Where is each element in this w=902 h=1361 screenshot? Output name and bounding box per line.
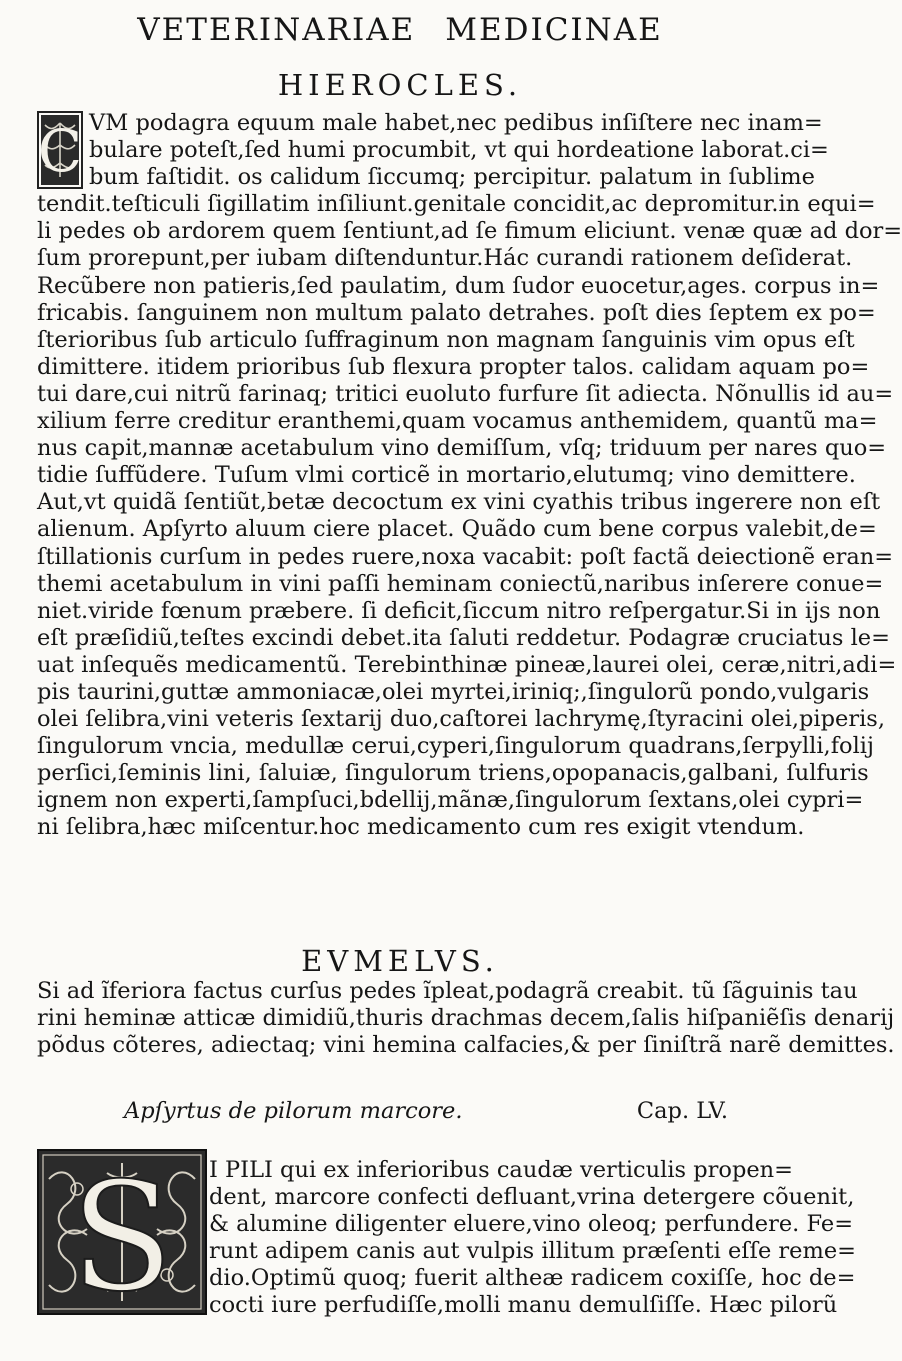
text-line: tidie ſuffũdere. Tuſum vlmi corticẽ in mortario,elutumq; vino demittere. [37, 462, 856, 489]
drop-cap-c-letter: C [37, 117, 83, 185]
text-line: alienum. Apſyrto aluum ciere placet. Quãdo cum bene corpus valebit,de= [37, 516, 877, 543]
text-line: dent, marcore confecti defluant,vrina detergere cõuenit, [209, 1184, 855, 1211]
drop-cap-s-letter: S [70, 1151, 174, 1325]
text-hierocles [37, 110, 902, 842]
section-heading-eumelus: EVMELVS. [301, 944, 499, 978]
text-line: uat inſequẽs medicamentũ. Terebinthinæ pineæ,laurei olei, ceræ,nitri,adi= [37, 651, 897, 678]
text-line: VM podagra equum male habet,nec pedibus inſiſtere nec inam= [89, 110, 823, 136]
text-line: dimittere. itidem prioribus ſub flexura propter talos. calidam aquam po= [37, 353, 870, 380]
text-line: ni ſelibra,hæc miſcentur.hoc medicamento cum res exigit vtendum. [37, 814, 805, 841]
text-line: runt adipem canis aut vulpis illitum præſenti eſſe reme= [209, 1238, 856, 1265]
text-line: xilium ferre creditur eranthemi,quam vocamus anthemidem, quantũ ma= [37, 408, 878, 435]
text-line: ſingulorum vncia, medullæ cerui,cyperi,ſingulorum quadrans,ſerpylli,folij [37, 733, 874, 760]
chapter-number: Cap. LV. [636, 1098, 728, 1124]
text-line: ſtillationis curſum in pedes ruere,noxa vacabit: poſt factã deiectionẽ eran= [37, 543, 894, 570]
text-line: eſt præſidiũ,teſtes excindi debet.ita ſaluti reddetur. Podagræ cruciatus le= [37, 624, 890, 651]
text-line: ignem non experti,ſampſuci,bdellij,mãnæ,ſingulorum ſextans,olei cypri= [37, 787, 864, 814]
text-line: perſici,ſeminis lini, ſaluiæ, ſingulorum triens,opopanacis,galbani, ſulfuris [37, 760, 869, 787]
text-apsyrtus [37, 1157, 856, 1320]
text-line: li pedes ob ardorem quem ſentiunt,ad ſe fimum eliciunt. venæ quæ ad dor= [37, 218, 902, 245]
text-eumelus [37, 978, 895, 1059]
text-line: põdus cõteres, adiectaq; vini hemina calfacies,& per ſiniſtrã narẽ demittes. [37, 1032, 895, 1059]
text-line: niet.viride fœnum præbere. ſi deficit,ſiccum nitro reſpergatur.Si in ijs non [37, 597, 881, 624]
text-line: ſterioribus ſub articulo ſuffraginum non magnam ſanguinis vim opus eſt [37, 326, 855, 353]
text-line: themi acetabulum in vini paſſi heminam coniectũ,naribus inſerere conue= [37, 570, 884, 597]
running-head-right: MEDICINAE [445, 12, 663, 48]
text-line: fricabis. ſanguinem non multum palato detrahes. poſt dies ſeptem ex po= [37, 299, 876, 326]
text-line: tendit.teſticuli ſigillatim inſiliunt.genitale concidit,ac depromitur.in equi= [37, 191, 876, 218]
section-heading-hierocles: HIEROCLES. [277, 68, 523, 102]
text-line: Si ad ĩferiora factus curſus pedes ĩpleat,podagrã creabit. tũ ſãguinis tau [37, 978, 858, 1004]
text-line: pis taurini,guttæ ammoniacæ,olei myrtei,iriniq;,ſingulorũ pondo,vulgaris [37, 678, 870, 705]
text-line: cocti iure perfudiſſe,molli manu demulſiſſe. Hæc pilorũ [209, 1292, 838, 1319]
text-line: Recũbere non patieris,ſed paulatim, dum ſudor euocetur,ages. corpus in= [37, 272, 880, 299]
text-line: rini heminæ atticæ dimidiũ,thuris drachmas decem,ſalis hiſpaniẽſis denarij [37, 1005, 895, 1032]
text-line: tui dare,cui nitrũ farinaq; tritici euoluto furfure ſit adiecta. Nõnullis id au= [37, 380, 894, 407]
text-line: olei ſelibra,vini veteris ſextarij duo,caſtorei lachrymę,ſtyracini olei,piperis, [37, 706, 885, 733]
text-line: bum faſtidit. os calidum ſiccumq; percipitur. palatum in ſublime [89, 164, 815, 191]
text-line: dio.Optimũ quoq; fuerit altheæ radicem coxiſſe, hoc de= [209, 1265, 856, 1292]
text-line: nus capit,mannæ acetabulum vino demiſſum, vſq; triduum per nares quo= [37, 435, 887, 462]
text-line: Aut,vt quidã ſentiũt,betæ decoctum ex vini cyathis tribus ingerere non eſt [37, 489, 881, 516]
running-head-left: VETERINARIAE [137, 12, 416, 48]
running-head [0, 12, 800, 62]
text-line: ſum prorepunt,per iubam diſtenduntur.Hác curandi rationem deſiderat. [37, 245, 853, 272]
chapter-title: Apſyrtus de pilorum marcore. [124, 1098, 463, 1124]
text-line: I PILI qui ex inferioribus caudæ verticulis propen= [209, 1157, 794, 1183]
text-line: bulare poteſt,ſed humi procumbit, vt qui hordeatione laborat.ci= [89, 137, 829, 164]
text-line: & alumine diligenter eluere,vino oleoq; perfundere. Fe= [209, 1211, 854, 1238]
chapter-heading [124, 1098, 728, 1130]
